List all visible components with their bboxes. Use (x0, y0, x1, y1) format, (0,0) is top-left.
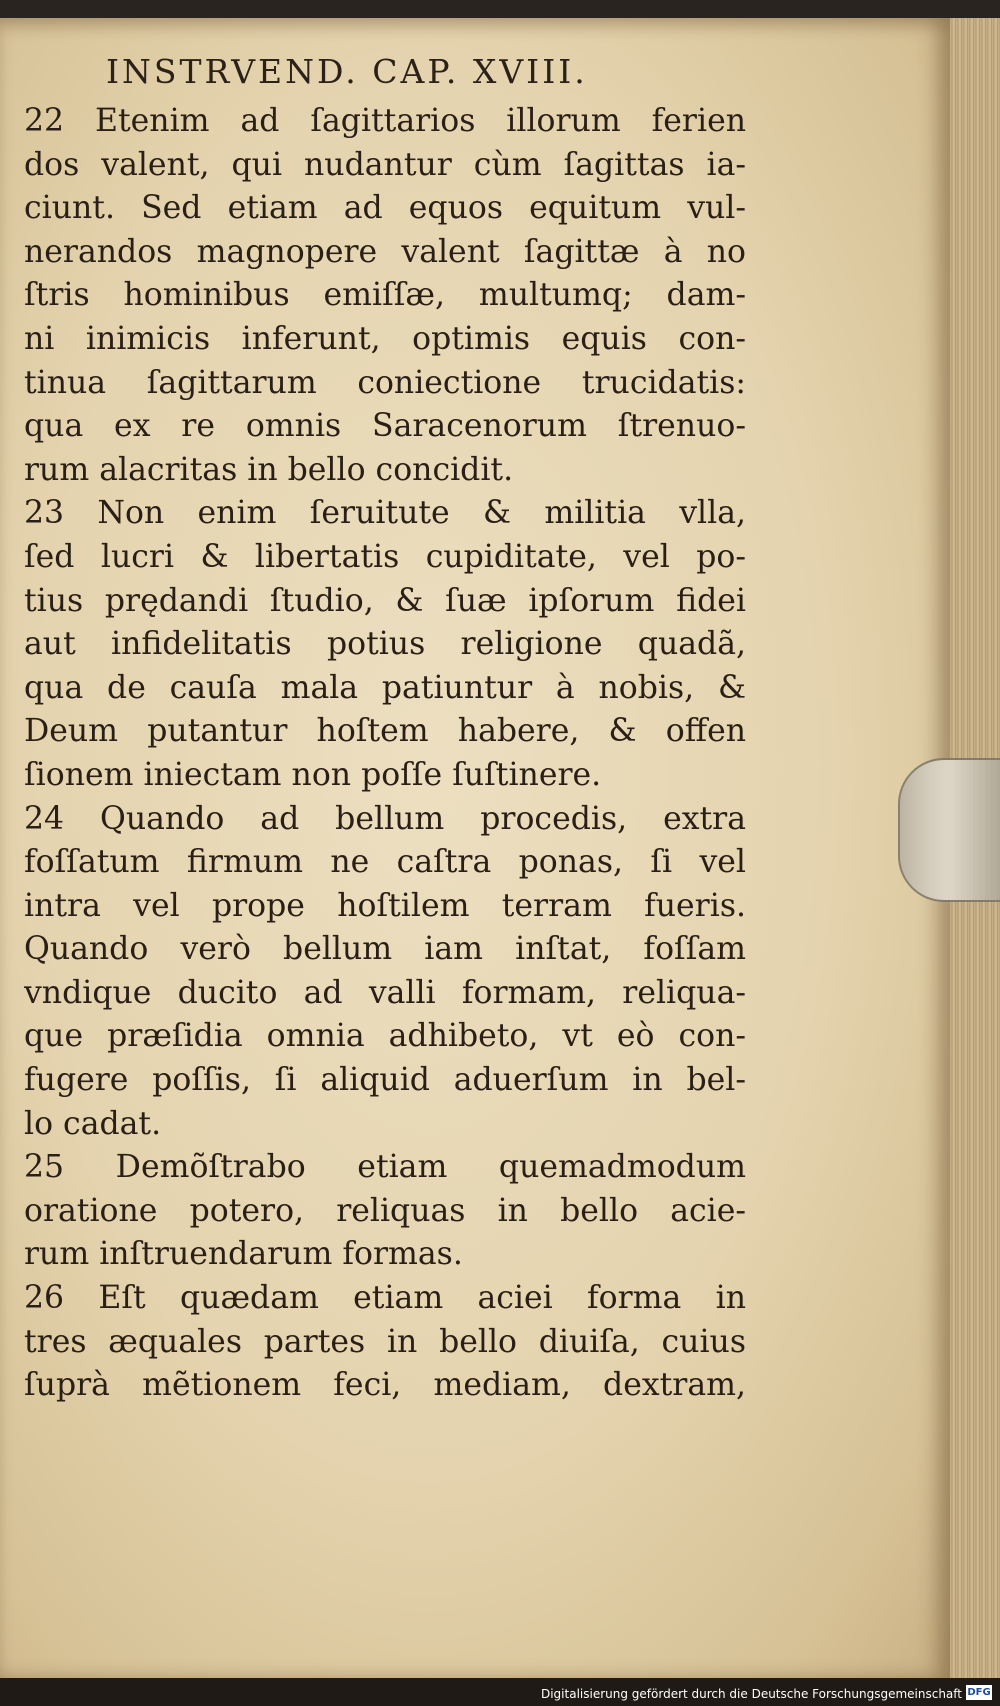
text-line: 24 Quando ad bellum procedis, extra (24, 800, 746, 837)
text-line: vndique ducito ad valli formam, reliqua- (24, 974, 746, 1011)
text-line: ſuprà mẽtionem feci, mediam, dextram, (24, 1367, 746, 1404)
text-line: aut infidelitatis potius religione quadã, (24, 626, 746, 663)
text-line: lo cadat. (24, 1105, 162, 1142)
text-line: tius prędandi ſtudio, & ſuæ ipſorum fidei (24, 582, 746, 619)
text-line: 23 Non enim ſeruitute & militia vlla, (24, 495, 746, 532)
text-line: Quando verò bellum iam inſtat, foſſam (24, 931, 746, 968)
text-line: ni inimicis inferunt, optimis equis con- (24, 320, 746, 357)
text-line: fugere poſſis, ſi aliquid aduerſum in bel- (24, 1062, 746, 1099)
text-line: Deum putantur hoſtem habere, & offen (24, 713, 746, 750)
text-line: oratione potero, reliquas in bello acie- (24, 1192, 746, 1229)
text-line: tres æquales partes in bello diuiſa, cuius (24, 1323, 746, 1360)
text-line: intra vel prope hoſtilem terram fueris. (24, 887, 746, 924)
text-line: 25 Demõſtrabo etiam quemadmodum (24, 1149, 746, 1186)
text-line: rum inſtruendarum formas. (24, 1236, 463, 1273)
text-line: tinua ſagittarum coniectione trucidatis: (24, 364, 746, 401)
digitization-credit: Digitalisierung gefördert durch die Deutsche Forschungsgemeinschaft (540, 1687, 962, 1701)
text-line: que præſidia omnia adhibeto, vt eò con- (24, 1018, 746, 1055)
text-line: qua ex re omnis Saracenorum ſtrenuo- (24, 408, 746, 445)
text-line: ſed lucri & libertatis cupiditate, vel po- (24, 538, 746, 575)
text-line: qua de cauſa mala patiuntur à nobis, & (24, 669, 746, 706)
text-line: rum alacritas in bello concidit. (24, 451, 514, 488)
dfg-logo: DFG (967, 1687, 991, 1698)
text-line: dos valent, qui nudantur cùm ſagittas ia- (24, 146, 746, 183)
book-clip (898, 758, 1000, 902)
text-line: ſtris hominibus emiſſæ, multumq; dam- (24, 277, 746, 314)
text-line: ſionem iniectam non poſſe ſuſtinere. (24, 756, 602, 793)
body-text (24, 100, 746, 1408)
text-line: ciunt. Sed etiam ad equos equitum vul- (24, 190, 746, 227)
text-line: 22 Etenim ad ſagittarios illorum ferien (24, 103, 746, 139)
text-line: nerandos magnopere valent ſagittæ à no (24, 233, 746, 270)
running-head: INSTRVEND. CAP. XVIII. (106, 52, 588, 91)
text-line: foſſatum firmum ne caſtra ponas, ſi vel (24, 844, 746, 881)
text-line: 26 Eſt quædam etiam aciei forma in (24, 1280, 746, 1317)
